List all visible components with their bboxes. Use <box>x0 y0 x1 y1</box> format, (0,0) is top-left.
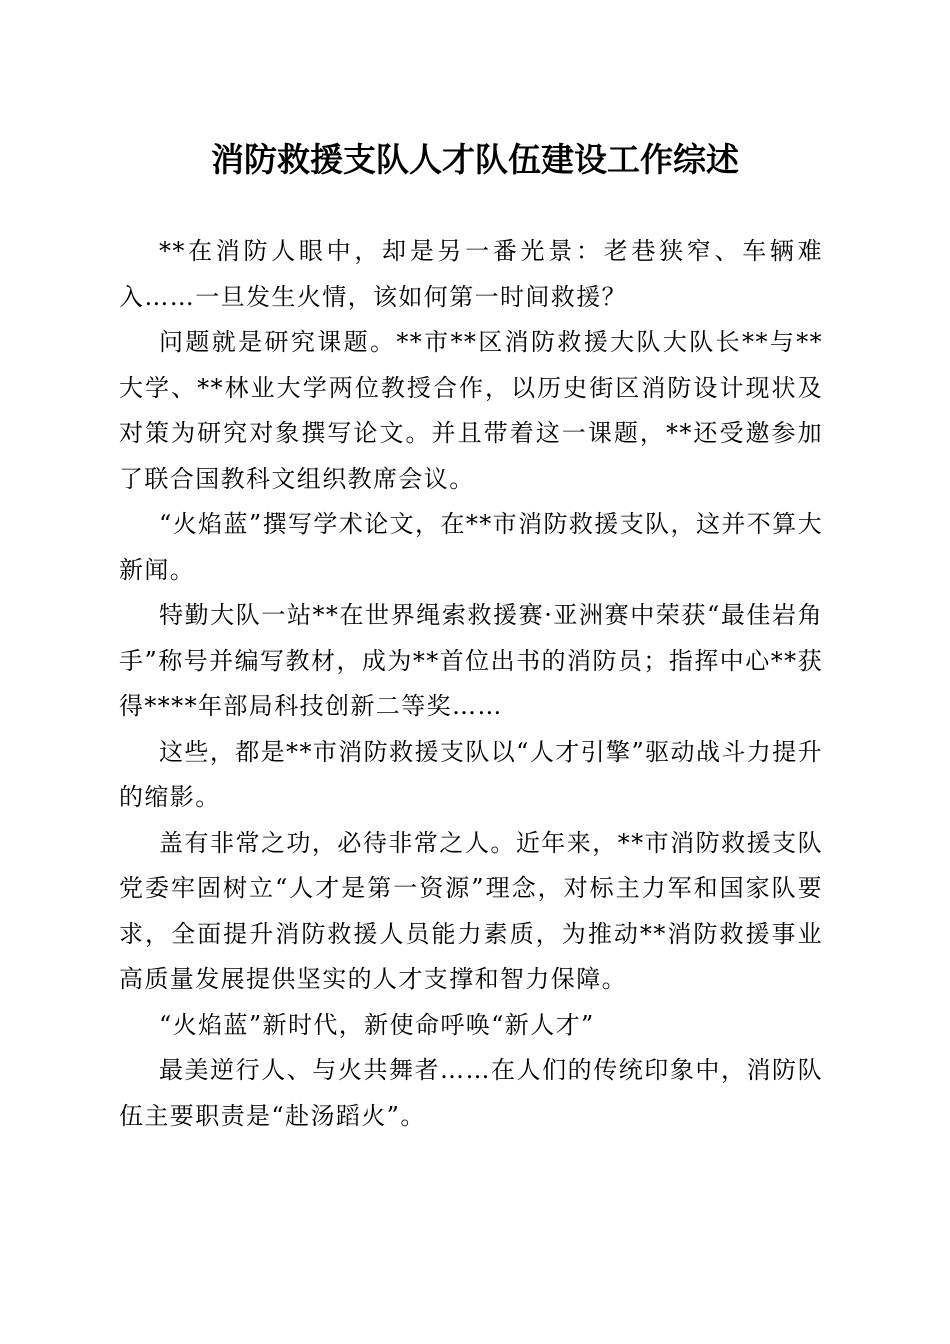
paragraph: 问题就是研究课题。**市**区消防救援大队大队长**与**大学、**林业大学两位教授合作，以历史街区消防设计现状及对策为研究对象撰写论文。并且带着这一课题，**还受邀参加了联合国教科文组织教席会议。 <box>119 328 823 493</box>
section-heading: “火焰蓝”新时代，新使命呼唤“新人才” <box>159 1010 595 1039</box>
document-body <box>119 229 823 1139</box>
paragraph: 盖有非常之功，必待非常之人。近年来，**市消防救援支队党委牢固树立“人才是第一资源”理念，对标主力军和国家队要求，全面提升消防救援人员能力素质，为推动**消防救援事业高质量发展提供坚实的人才支撑和智力保障。 <box>119 828 823 993</box>
paragraph: **在消防人眼中，却是另一番光景：老巷狭窄、车辆难入……一旦发生火情，该如何第一时间救援？ <box>119 237 823 311</box>
paragraph: 这些，都是**市消防救援支队以“人才引擎”驱动战斗力提升的缩影。 <box>119 737 823 811</box>
paragraph: 最美逆行人、与火共舞者……在人们的传统印象中，消防队伍主要职责是“赴汤蹈火”。 <box>119 1056 823 1130</box>
document-title: 消防救援支队人才队伍建设工作综述 <box>211 140 739 179</box>
paragraph: 特勤大队一站**在世界绳索救援赛·亚洲赛中荣获“最佳岩角手”称号并编写教材，成为**首位出书的消防员；指挥中心**获得****年部局科技创新二等奖…… <box>119 601 823 720</box>
paragraph: “火焰蓝”撰写学术论文，在**市消防救援支队，这并不算大新闻。 <box>119 510 823 584</box>
